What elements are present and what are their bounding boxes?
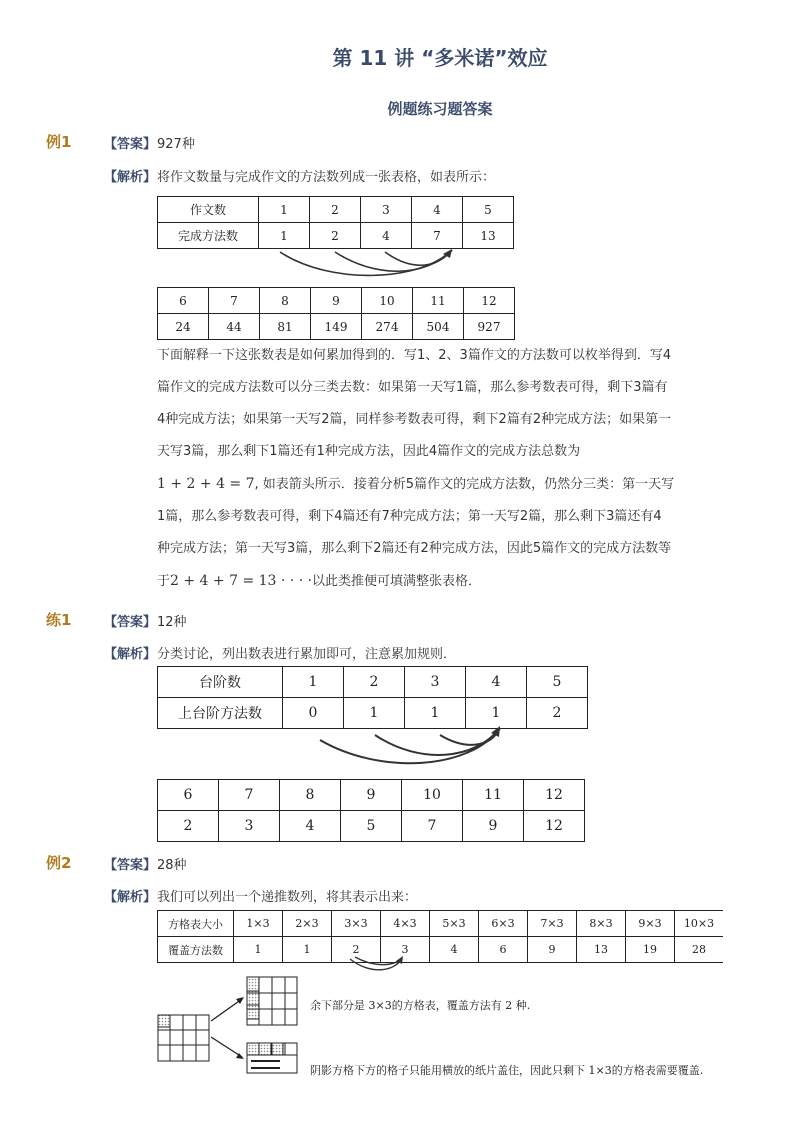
paragraph-line: 1篇，那么参考数表可得，剩下4篇还有7种完成方法；第一天写2篇，那么剩下3篇还有4	[157, 509, 662, 524]
analysis-tag: 【解析】	[104, 170, 157, 185]
analysis-text: 分类讨论，列出数表进行累加即可，注意累加规则．	[157, 647, 457, 662]
table-cell: 5	[463, 197, 514, 223]
table-cell: 12	[524, 811, 585, 842]
practice-1-label: 练1	[46, 611, 72, 629]
table-cell: 3×3	[332, 911, 381, 937]
answer-value: 12种	[157, 615, 187, 630]
table-cell: 1	[259, 223, 310, 249]
table-cell: 4	[430, 937, 479, 963]
table-cell: 3	[405, 667, 466, 698]
table-cell: 504	[413, 314, 464, 340]
table-cell: 4	[280, 811, 341, 842]
table-cell: 81	[260, 314, 311, 340]
analysis-text: 将作文数量与完成作文的方法数列成一张表格，如表所示：	[157, 170, 496, 185]
table-cell: 5	[527, 667, 588, 698]
table-cell: 11	[463, 780, 524, 811]
analysis-text: 我们可以列出一个递推数列，将其表示出来：	[157, 890, 418, 905]
paragraph-text: 以此类推便可填满整张表格．	[312, 574, 482, 589]
table-cell: 4×3	[381, 911, 430, 937]
paragraph-line: 天写3篇，那么剩下1篇还有1种完成方法，因此4篇作文的完成方法总数为	[157, 444, 581, 459]
table-cell: 2	[310, 223, 361, 249]
table-cell: 12	[464, 288, 515, 314]
table-cell: 0	[283, 698, 344, 729]
grid-4x3	[158, 1015, 209, 1061]
table-cell: 1	[234, 937, 283, 963]
table-cell: 上台阶方法数	[158, 698, 283, 729]
table-cell: 2	[310, 197, 361, 223]
table-cell: 7×3	[528, 911, 577, 937]
table-cell: 覆盖方法数	[158, 937, 234, 963]
table-cell: 1	[405, 698, 466, 729]
table-cell: 24	[158, 314, 209, 340]
table-cell: 6	[158, 780, 219, 811]
answer-value: 28种	[157, 858, 187, 873]
table-cell: 1	[466, 698, 527, 729]
analysis-tag: 【解析】	[104, 890, 157, 905]
table-cell: 6	[479, 937, 528, 963]
table-cell: 149	[311, 314, 362, 340]
math-expression: 2 + 4 + 7 = 13 · · · ·	[170, 573, 313, 589]
table-cell: 9	[341, 780, 402, 811]
table-cell: 11	[413, 288, 464, 314]
table-cell: 5	[341, 811, 402, 842]
table-cell: 7	[209, 288, 260, 314]
table-cell: 8	[260, 288, 311, 314]
table-cell: 3	[381, 937, 430, 963]
table-cell: 6×3	[479, 911, 528, 937]
table-cell: 2	[158, 811, 219, 842]
table-cell: 19	[626, 937, 675, 963]
answer-tag: 【答案】	[104, 137, 157, 152]
paragraph-line: 下面解释一下这张数表是如何累加得到的．写1、2、3篇作文的方法数可以枚举得到．写4	[157, 348, 672, 363]
table-cell: 3	[219, 811, 280, 842]
table-cell: 9	[463, 811, 524, 842]
table-cell: 28	[675, 937, 724, 963]
table-cell: 4	[466, 667, 527, 698]
table-cell: 4	[361, 223, 412, 249]
table-cell: 完成方法数	[158, 223, 259, 249]
table-cell: 3	[361, 197, 412, 223]
analysis-tag: 【解析】	[104, 647, 157, 662]
paragraph-line: 4种完成方法；如果第一天写2篇，同样参考数表可得，剩下2篇有2种完成方法；如果第一	[157, 412, 672, 427]
table-cell: 8×3	[577, 911, 626, 937]
table-cell: 9	[528, 937, 577, 963]
table-cell: 44	[209, 314, 260, 340]
page-subtitle: 例题练习题答案	[387, 100, 493, 118]
example-2-label: 例2	[46, 854, 72, 872]
table-cell: 13	[463, 223, 514, 249]
page-title: 第 11 讲 “多米诺”效应	[332, 46, 548, 70]
answer-value: 927种	[157, 137, 195, 152]
answer-tag: 【答案】	[104, 858, 157, 873]
table-cell: 13	[577, 937, 626, 963]
table-cell: 6	[158, 288, 209, 314]
note-remaining-3x3: 余下部分是 3×3的方格表，覆盖方法有 2 种.	[310, 999, 531, 1012]
table-cell: 9	[311, 288, 362, 314]
note-shaded-cells: 阴影方格下方的格子只能用横放的纸片盖住，因此只剩下 1×3的方格表需要覆盖.	[310, 1064, 704, 1077]
table-cell: 2	[332, 937, 381, 963]
table-cell: 274	[362, 314, 413, 340]
paragraph-text: 于	[157, 574, 171, 589]
table-cell: 1	[344, 698, 405, 729]
table-cell: 2	[527, 698, 588, 729]
table-cell: 10	[362, 288, 413, 314]
table-cell: 4	[412, 197, 463, 223]
table-cell: 7	[402, 811, 463, 842]
table-cell: 12	[524, 780, 585, 811]
math-expression: 1 + 2 + 4 = 7	[157, 476, 255, 492]
table-cell: 7	[412, 223, 463, 249]
table-cell: 9×3	[626, 911, 675, 937]
tiling-diagrams	[155, 975, 315, 1075]
table-cell: 1	[283, 937, 332, 963]
table-cell: 1	[259, 197, 310, 223]
table-cell: 台阶数	[158, 667, 283, 698]
example-1-label: 例1	[46, 133, 72, 151]
table-cell: 方格表大小	[158, 911, 234, 937]
table-cell: 5×3	[430, 911, 479, 937]
table-cell: 2×3	[283, 911, 332, 937]
table-cell: 2	[344, 667, 405, 698]
table-cell: 10	[402, 780, 463, 811]
table-cell: 1×3	[234, 911, 283, 937]
table-cell: 7	[219, 780, 280, 811]
table-cell: 8	[280, 780, 341, 811]
answer-tag: 【答案】	[104, 615, 157, 630]
table-cell: 作文数	[158, 197, 259, 223]
table-cell: 1	[283, 667, 344, 698]
table-cell: 10×3	[675, 911, 724, 937]
paragraph-text: , 如表箭头所示．接着分析5篇作文的完成方法数，仍然分三类：第一天写	[254, 477, 675, 492]
paragraph-line: 种完成方法；第一天写3篇，那么剩下2篇还有2种完成方法，因此5篇作文的完成方法数等	[157, 541, 672, 556]
table-cell: 927	[464, 314, 515, 340]
paragraph-line: 篇作文的完成方法数可以分三类去数：如果第一天写1篇，那么参考数表可得，剩下3篇有	[157, 380, 668, 395]
